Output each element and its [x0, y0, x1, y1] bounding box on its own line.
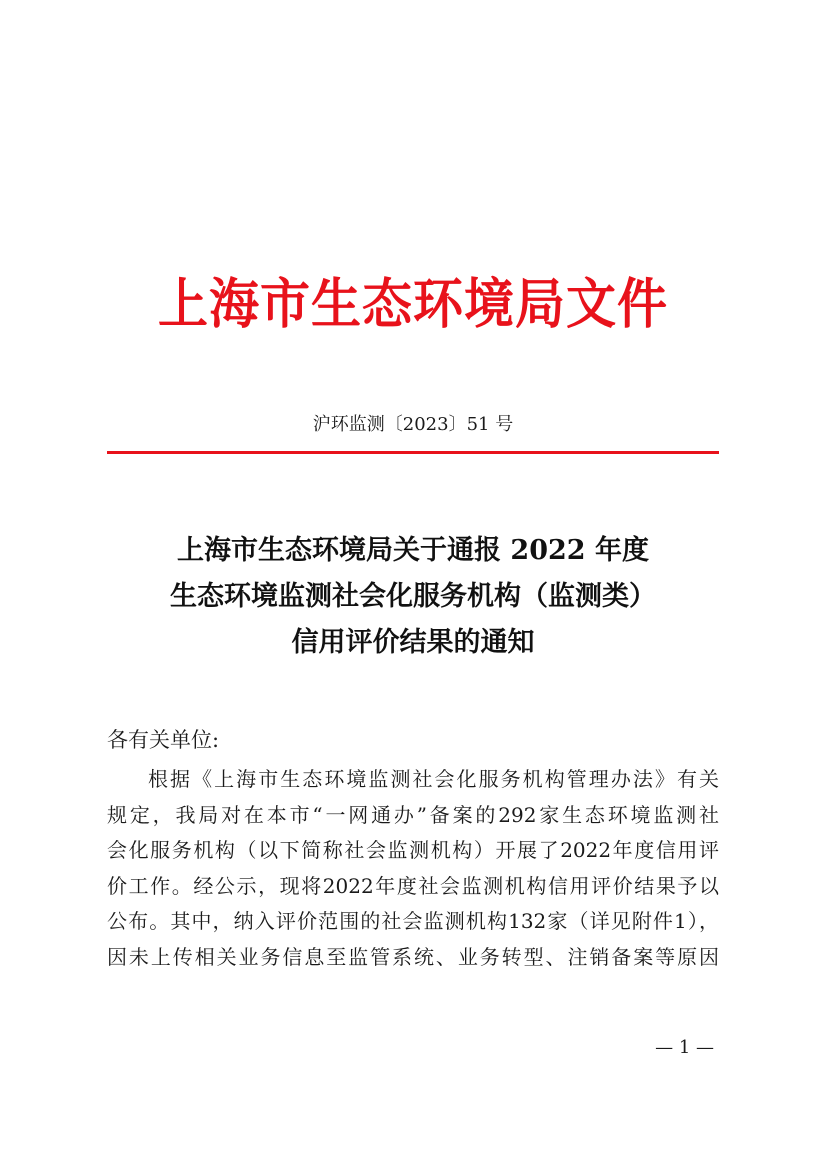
notice-title-line-1: 上海市生态环境局关于通报 2022 年度	[177, 535, 649, 566]
body-line: 根据《上海市生态环境监测社会化服务机构管理办法》有关	[148, 767, 719, 791]
body-line: 规定，我局对在本市“一网通办”备案的292家生态环境监测社	[107, 802, 719, 827]
document-number: 沪环监测〔2023〕51 号	[312, 414, 514, 435]
body-line: 会化服务机构（以下简称社会监测机构）开展了2022年度信用评	[107, 838, 719, 862]
notice-title-line-2: 生态环境监测社会化服务机构（监测类）	[170, 581, 656, 612]
body-line: 因未上传相关业务信息至监管系统、业务转型、注销备案等原因	[107, 944, 719, 969]
body-paragraph	[107, 762, 719, 975]
notice-title-line-3: 信用评价结果的通知	[291, 627, 535, 658]
body-line: 公布。其中，纳入评价范围的社会监测机构132家（详见附件1），	[107, 909, 719, 933]
salutation: 各有关单位:	[107, 728, 220, 752]
red-divider-line	[107, 451, 719, 454]
notice-title	[0, 528, 826, 666]
body-line: 价工作。经公示，现将2022年度社会监测机构信用评价结果予以	[107, 873, 719, 898]
page-number: — 1 —	[655, 1037, 714, 1058]
masthead-title: 上海市生态环境局文件	[158, 271, 668, 336]
